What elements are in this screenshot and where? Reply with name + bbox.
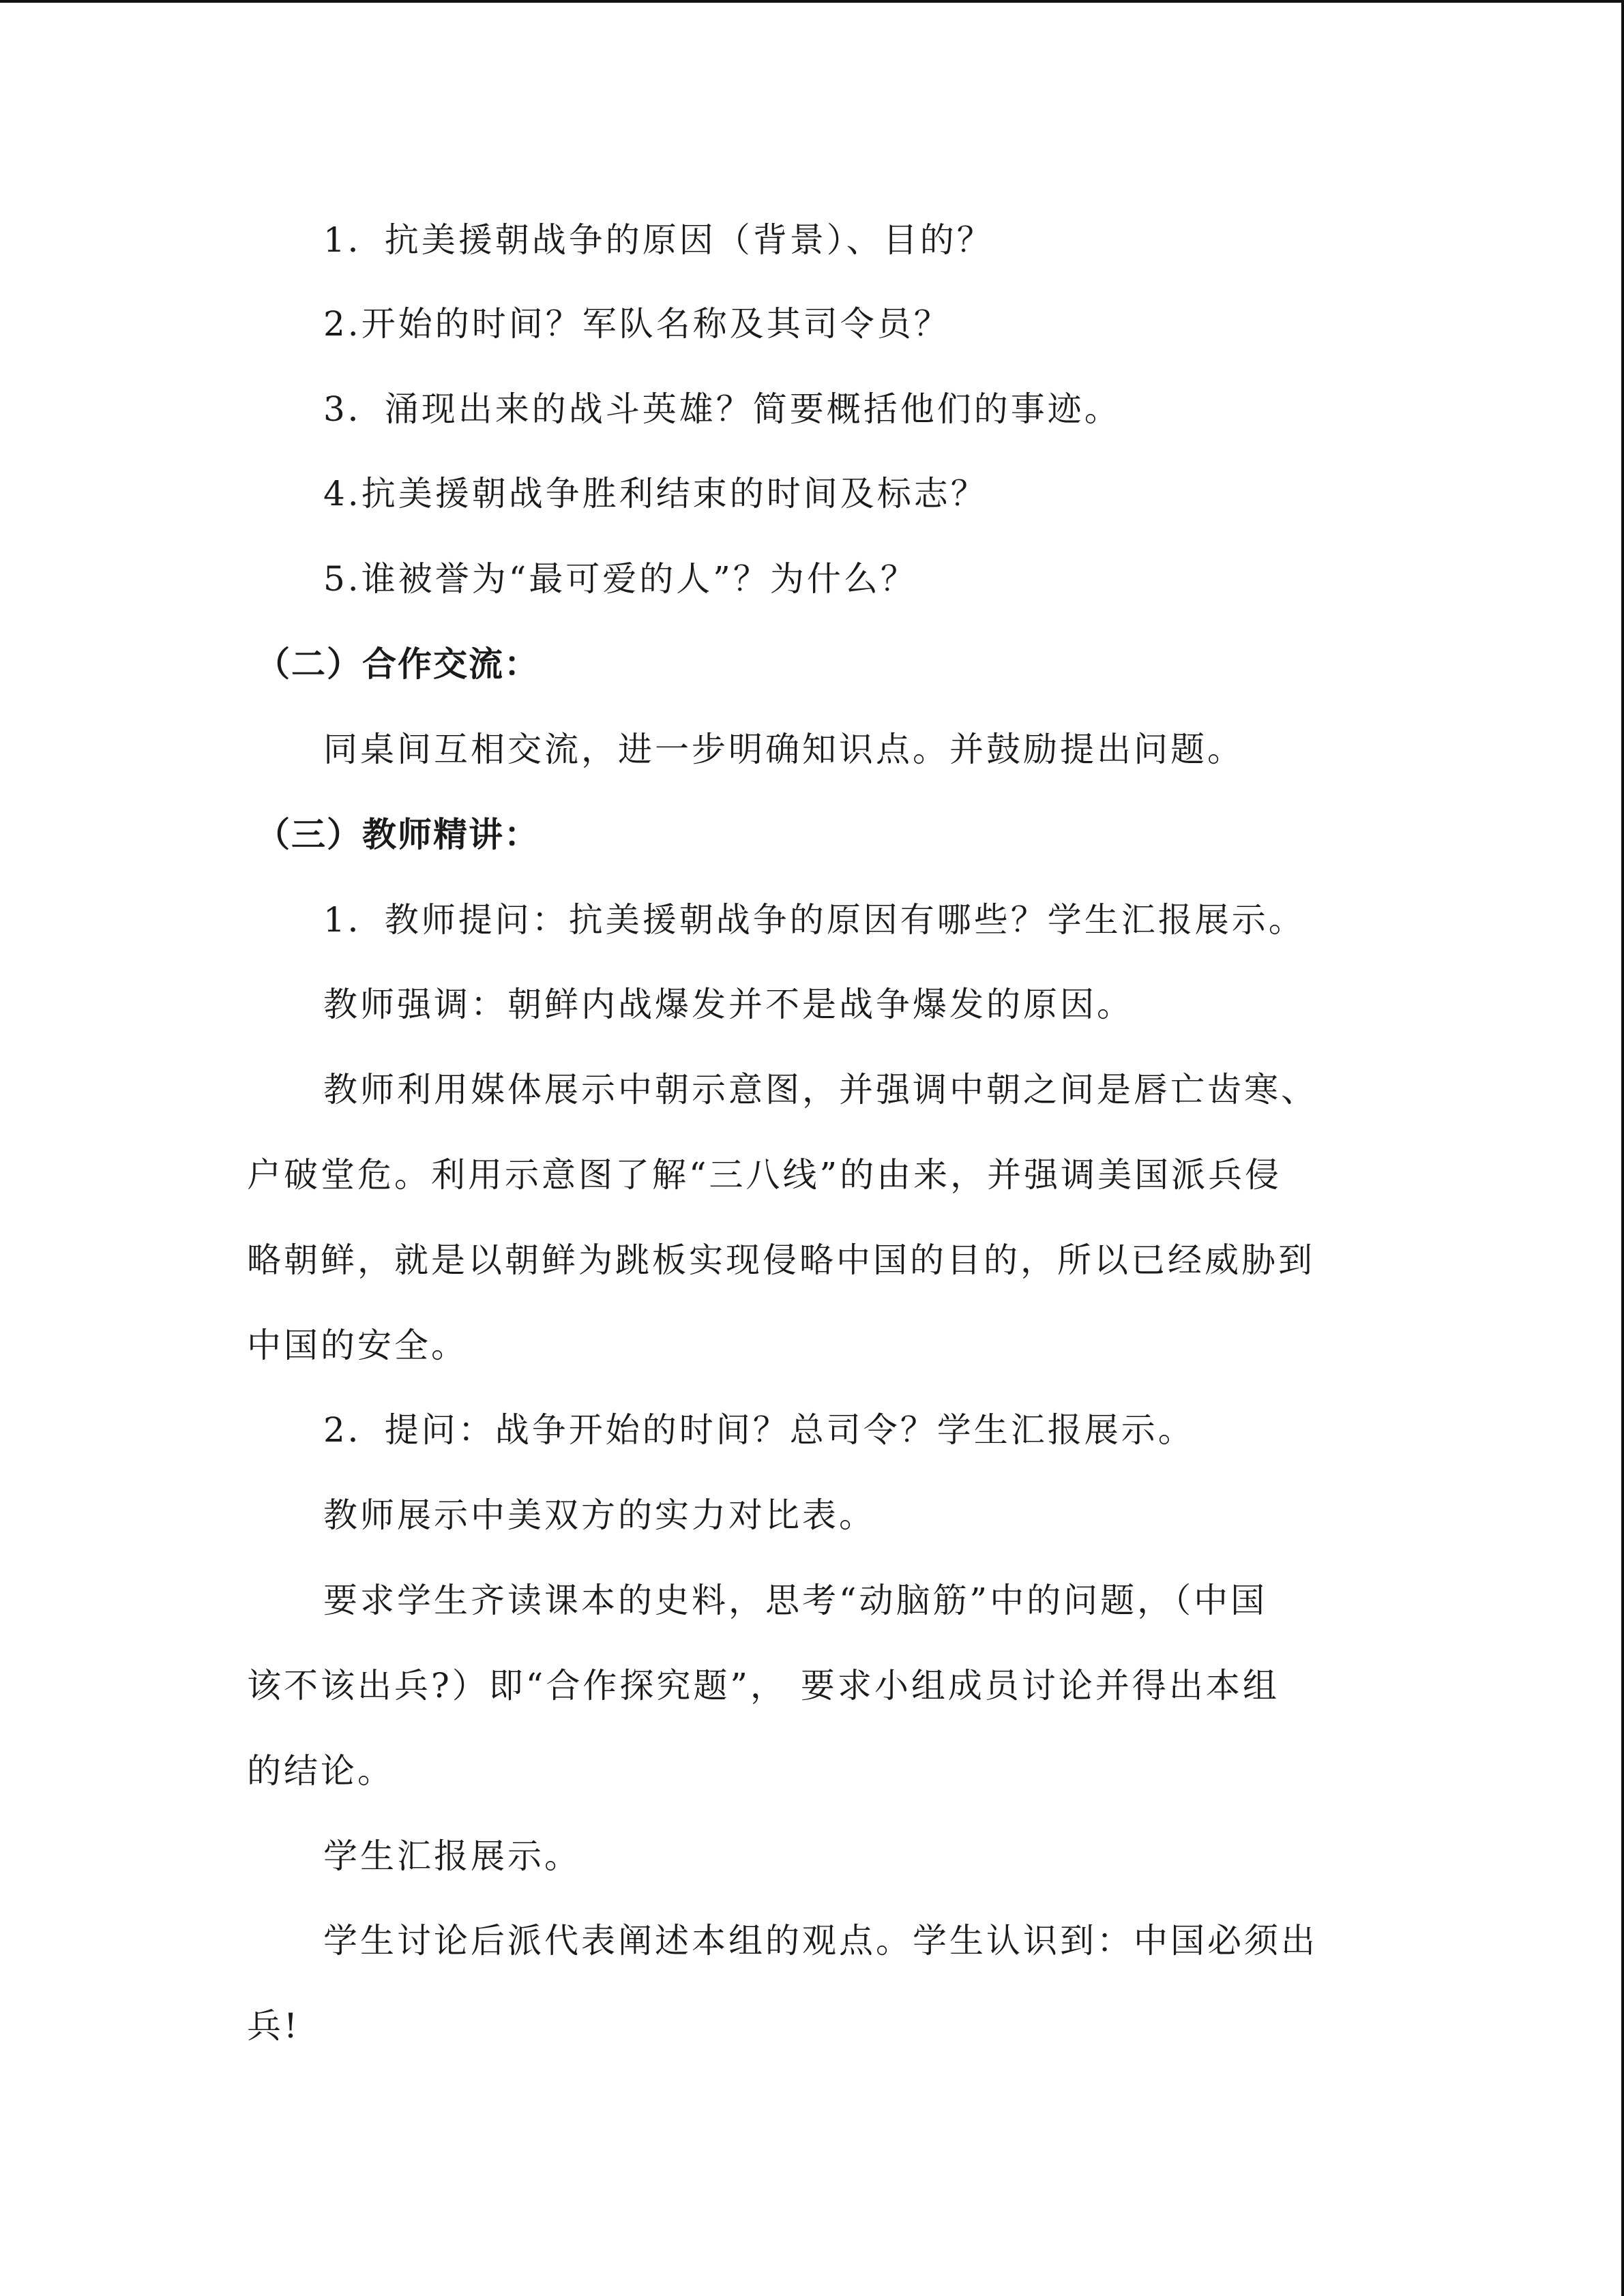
question-5: 5.谁被誉为“最可爱的人”？为什么？ bbox=[323, 559, 917, 599]
lecture-paragraph-6-line-3: 的结论。 bbox=[247, 1751, 394, 1791]
question-1: 1．抗美援朝战争的原因（背景）、目的？ bbox=[323, 220, 994, 260]
lecture-paragraph-8-line-1: 学生讨论后派代表阐述本组的观点。学生认识到：中国必须出 bbox=[323, 1921, 1318, 1960]
question-2: 2.开始的时间？军队名称及其司令员？ bbox=[323, 304, 951, 344]
cooperation-paragraph: 同桌间互相交流，进一步明确知识点。并鼓励提出问题。 bbox=[323, 730, 1244, 769]
lecture-paragraph-6-line-1: 要求学生齐读课本的史料，思考“动脑筋”中的问题，（中国 bbox=[323, 1581, 1268, 1620]
section-heading-cooperation: （二）合作交流： bbox=[256, 644, 540, 684]
lecture-paragraph-3-line-3: 略朝鲜，就是以朝鲜为跳板实现侵略中国的目的，所以已经威胁到 bbox=[247, 1240, 1315, 1280]
lecture-paragraph-7: 学生汇报展示。 bbox=[323, 1836, 581, 1876]
lecture-paragraph-5: 教师展示中美双方的实力对比表。 bbox=[323, 1495, 876, 1535]
question-3: 3．涌现出来的战斗英雄？简要概括他们的事迹。 bbox=[323, 389, 1121, 429]
lecture-paragraph-8-line-2: 兵! bbox=[247, 2006, 301, 2046]
lecture-paragraph-3-line-4: 中国的安全。 bbox=[247, 1326, 468, 1365]
lecture-paragraph-2: 教师强调：朝鲜内战爆发并不是战争爆发的原因。 bbox=[323, 985, 1134, 1024]
question-4: 4.抗美援朝战争胜利结束的时间及标志？ bbox=[323, 474, 988, 513]
lecture-paragraph-6-line-2: 该不该出兵?）即“合作探究题”， 要求小组成员讨论并得出本组 bbox=[247, 1666, 1280, 1705]
lecture-paragraph-3-line-2: 户破堂危。利用示意图了解“三八线”的由来，并强调美国派兵侵 bbox=[247, 1155, 1282, 1195]
section-heading-teacher-lecture: （三）教师精讲： bbox=[256, 815, 540, 854]
lecture-paragraph-3-line-1: 教师利用媒体展示中朝示意图，并强调中朝之间是唇亡齿寒、 bbox=[323, 1070, 1318, 1109]
lecture-paragraph-4: 2．提问：战争开始的时间？总司令？学生汇报展示。 bbox=[323, 1410, 1195, 1450]
lecture-paragraph-1: 1．教师提问：抗美援朝战争的原因有哪些？学生汇报展示。 bbox=[323, 900, 1305, 940]
